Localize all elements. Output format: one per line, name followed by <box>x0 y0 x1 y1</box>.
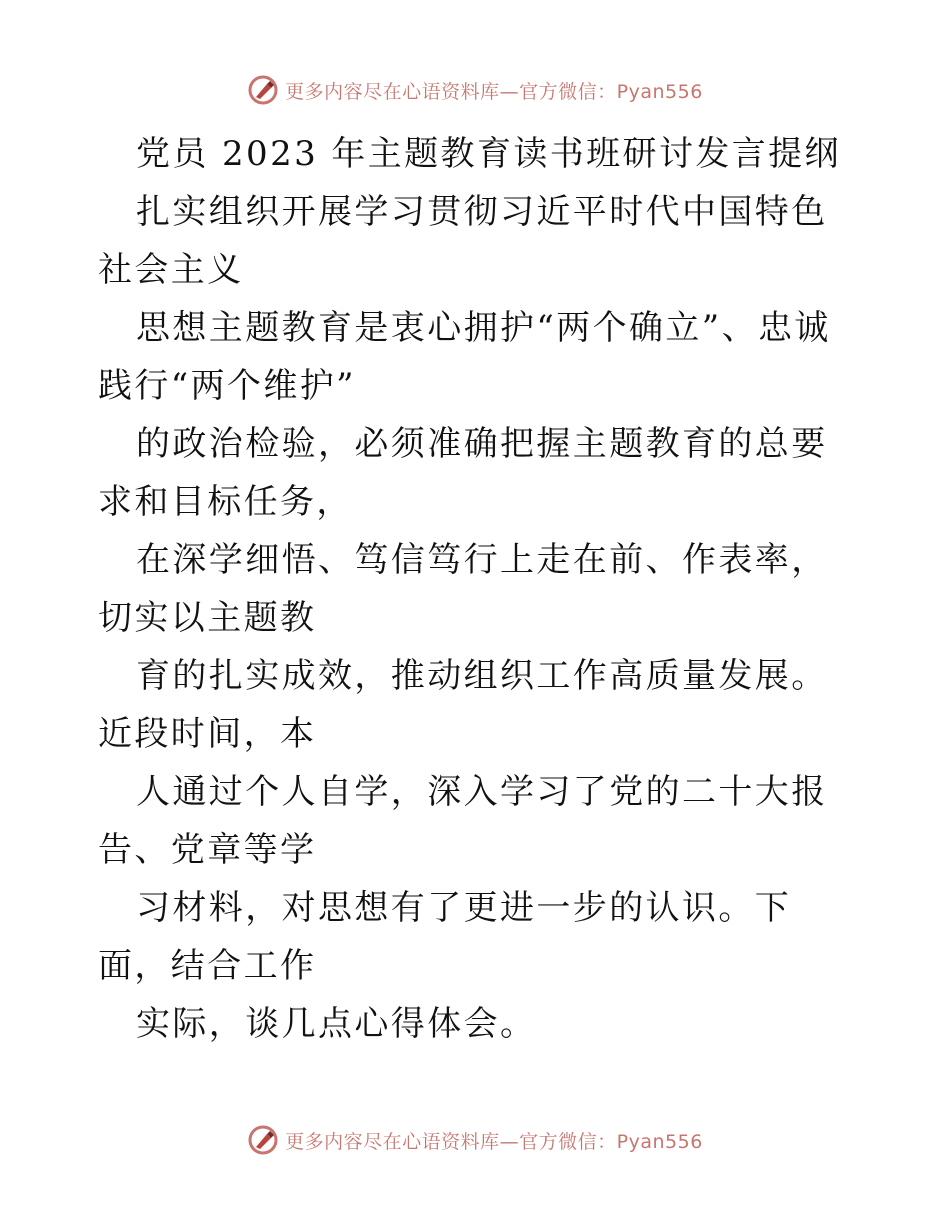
pen-nib-logo-icon <box>247 74 279 106</box>
document-body <box>98 125 858 1053</box>
paragraph-line: 思想主题教育是衷心拥护“两个确立”、忠诚践行“两个维护” <box>98 308 831 406</box>
paragraph-line: 扎实组织开展学习贯彻习近平时代中国特色社会主义 <box>98 192 828 290</box>
document-title-line: 党员 2023 年主题教育读书班研讨发言提纲 <box>136 134 841 174</box>
paragraph-line: 育的扎实成效，推动组织工作高质量发展。近段时间，本 <box>98 656 828 754</box>
paragraph-line: 实际，谈几点心得体会。 <box>136 1004 537 1044</box>
paragraph-line: 的政治检验，必须准确把握主题教育的总要求和目标任务， <box>98 424 828 522</box>
footer-watermark-banner <box>0 1120 950 1160</box>
paragraph-line: 人通过个人自学，深入学习了党的二十大报告、党章等学 <box>98 772 828 870</box>
pen-nib-logo-icon <box>247 1124 279 1156</box>
footer-watermark-text: 更多内容尽在心语资料库—官方微信：Pyan556 <box>285 1130 703 1153</box>
header-watermark-banner <box>0 70 950 110</box>
header-watermark-text: 更多内容尽在心语资料库—官方微信：Pyan556 <box>285 80 703 103</box>
paragraph-line: 在深学细悟、笃信笃行上走在前、作表率，切实以主题教 <box>98 540 828 638</box>
paragraph-line: 习材料，对思想有了更进一步的认识。下面，结合工作 <box>98 888 792 986</box>
